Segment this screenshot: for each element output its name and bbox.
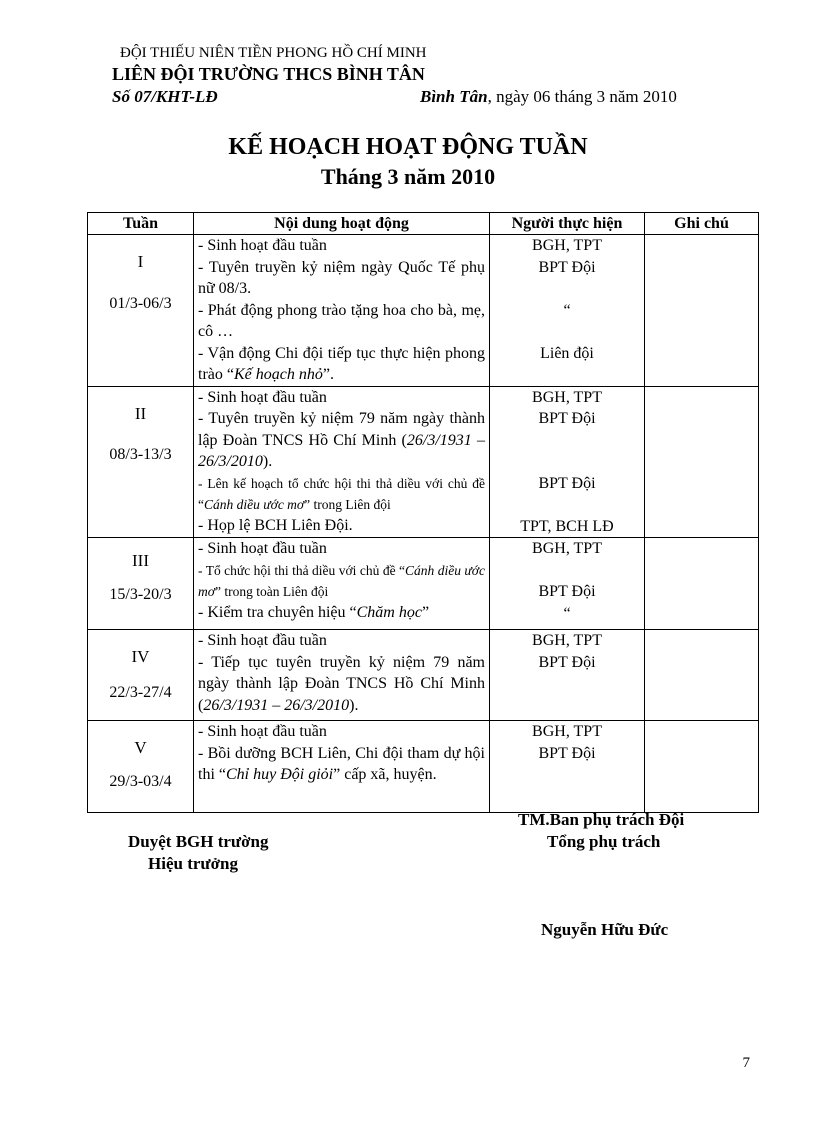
activity-line: - Bồi dưỡng BCH Liên, Chi đội tham dự hội thi “Chỉ huy Đội giỏi” cấp xã, huyện. [198,744,485,783]
responsible-line: BGH, TPT [532,632,602,649]
responsible-line: BPT Đội [538,474,596,492]
responsible-cell [490,235,645,387]
content-cell [194,538,490,630]
responsible-line: TPT, BCH LĐ [520,517,614,535]
school-name: LIÊN ĐỘI TRƯỜNG THCS BÌNH TÂN [112,64,425,84]
activity-line: - Sinh hoạt đầu tuần [198,237,327,254]
activity-line: - Kiểm tra chuyên hiệu “Chăm học” [198,603,430,621]
week-number: IV [131,647,150,666]
content-cell [194,386,490,538]
week-cell [88,386,194,538]
week-dates: 15/3-20/3 [109,585,172,603]
responsible-line: “ [563,301,571,319]
responsible-cell [490,630,645,721]
responsible-line: “ [563,604,571,622]
table-row [88,630,759,721]
signature-left-title: Duyệt BGH trường [128,832,269,851]
activity-line: - Sinh hoạt đầu tuần [198,723,327,740]
responsible-line: BGH, TPT [532,388,602,406]
responsible-cell [490,386,645,538]
week-dates: 29/3-03/4 [109,772,172,790]
document-title: KẾ HOẠCH HOẠT ĐỘNG TUẦN [228,134,588,160]
activity-line: - Sinh hoạt đầu tuần [198,540,327,557]
table-row [88,386,759,538]
responsible-line: BPT Đội [538,583,596,600]
responsible-line [494,494,640,516]
notes-cell [645,235,759,387]
content-cell [194,235,490,387]
column-header-responsible: Người thực hiện [490,213,645,235]
activity-line: - Phát động phong trào tặng hoa cho bà, mẹ, cô … [198,301,485,340]
organization-name: ĐỘI THIẾU NIÊN TIỀN PHONG HỒ CHÍ MINH [120,45,427,61]
responsible-line: BPT Đội [538,410,596,427]
notes-cell [645,630,759,721]
responsible-line: BPT Đội [538,744,596,762]
week-cell [88,538,194,630]
week-cell [88,721,194,813]
notes-cell [645,721,759,813]
week-dates: 08/3-13/3 [109,446,172,463]
signer-name: Nguyễn Hữu Đức [541,920,669,939]
responsible-line [494,560,640,582]
responsible-line: BPT Đội [538,258,596,276]
date: , ngày 06 tháng 3 năm 2010 [487,87,677,106]
activity-line: - Tiếp tục tuyên truyền kỷ niệm 79 năm ngày thành lập Đoàn TNCS Hồ Chí Minh (26/3/1931 – 26/3/2010). [198,653,485,714]
column-header-notes: Ghi chú [645,213,759,235]
activity-line: - Họp lệ BCH Liên Đội. [198,516,353,534]
activity-line: - Tuyên truyền kỷ niệm ngày Quốc Tế phụ nữ 08/3. [198,258,485,297]
signature-right-role: Tổng phụ trách [547,832,661,851]
activity-line: - Sinh hoạt đầu tuần [198,388,327,406]
week-dates: 01/3-06/3 [109,294,172,312]
content-cell [194,721,490,813]
document-number: Số 07/KHT-LĐ [112,87,218,106]
activity-line: - Sinh hoạt đầu tuần [198,632,327,649]
notes-cell [645,538,759,630]
signature-left-role: Hiệu trưởng [148,854,238,873]
responsible-line [494,451,640,473]
activity-line: - Tuyên truyền kỷ niệm 79 năm ngày thành lập Đoàn TNCS Hồ Chí Minh (26/3/1931 – 26/3/2010). [198,410,486,470]
activity-line: - Lên kế hoạch tổ chức hội thi thả diều với chủ đề “Cánh diều ước mơ” trong Liên đội [198,475,485,512]
responsible-line: Liên đội [540,344,594,362]
responsible-line: BPT Đội [538,653,596,671]
column-header-content: Nội dung hoạt động [194,213,490,235]
table-row [88,538,759,630]
activity-plan-table [87,212,759,813]
responsible-line: BGH, TPT [532,723,602,740]
week-number: III [132,551,149,570]
week-number: V [134,738,147,757]
content-cell [194,630,490,721]
place: Bình Tân [420,87,488,106]
column-header-week: Tuần [88,213,194,235]
responsible-line [494,430,640,452]
responsible-line [494,321,640,343]
week-cell [88,235,194,387]
week-number: II [134,403,147,423]
place-and-date [420,87,677,107]
week-number: I [137,252,144,271]
table-row [88,235,759,387]
activity-line: - Vận động Chi đội tiếp tục thực hiện phong trào “Kế hoạch nhỏ”. [198,344,485,383]
responsible-line: BGH, TPT [532,237,602,254]
notes-cell [645,386,759,538]
responsible-line: BGH, TPT [532,540,602,557]
responsible-cell [490,538,645,630]
week-dates: 22/3-27/4 [109,683,172,701]
responsible-cell [490,721,645,813]
responsible-line [494,278,640,300]
page-number: 7 [742,1055,750,1071]
table-header-row [88,213,759,235]
activity-line: - Tổ chức hội thi thả diều với chủ đề “Cánh diều ước mơ” trong toàn Liên đội [198,562,485,599]
signature-right-title: TM.Ban phụ trách Đội [518,810,685,829]
table-row [88,721,759,813]
week-cell [88,630,194,721]
document-subtitle: Tháng 3 năm 2010 [320,164,496,189]
